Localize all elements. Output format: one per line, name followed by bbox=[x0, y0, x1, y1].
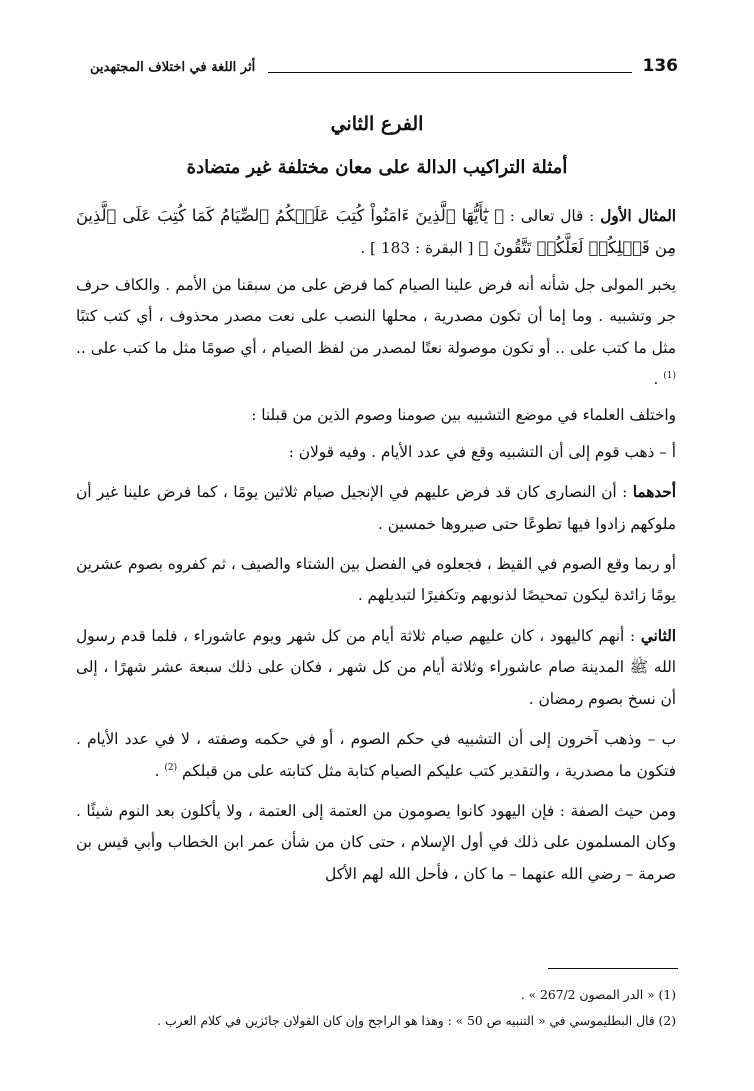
footnotes bbox=[76, 982, 676, 1034]
paragraph-end: . bbox=[154, 761, 165, 780]
footnote-1: (1) « الدر المصون 267/2 » . bbox=[520, 988, 676, 1002]
footnote-rule bbox=[548, 968, 678, 969]
paragraph-lead: المثال الأول bbox=[600, 207, 676, 225]
paragraph-text: أ – ذهب قوم إلى أن التشبيه وقع في عدد الأيام . وفيه قولان : bbox=[288, 442, 676, 461]
paragraph-explanation bbox=[76, 270, 676, 396]
paragraph-lead: الثاني bbox=[640, 626, 676, 645]
paragraph-text: أو ربما وقع الصوم في القيظ ، فجعلوه في الفصل بين الشتاء والصيف ، ثم كفروه بصوم عشرين يومًا زائدة ليكون تمحيصًا لذنوبهم وتكفيرًا لتبديلهم . bbox=[76, 555, 676, 605]
paragraph-end: . bbox=[653, 370, 664, 389]
paragraph-point-b bbox=[76, 724, 676, 787]
paragraph-text: ومن حيث الصفة : فإن اليهود كانوا يصومون من العتمة إلى العتمة ، ولا يأكلون بعد النوم شيئًا . وكان المسلمون على ذلك في أول الإسلام ، حتى كان من شأن عمر ابن الخطاب وأبي قيس بن صرمة – رضي الله عنهما – ما كان ، فأحل الله لهم الأكل bbox=[76, 801, 676, 883]
section-title: الفرع الثاني bbox=[330, 113, 424, 135]
running-title: أثر اللغة في اختلاف المجتهدين bbox=[90, 60, 256, 75]
header-rule bbox=[268, 72, 632, 73]
paragraph-text: يخبر المولى جل شأنه أنه فرض علينا الصيام كما فرض على من سبقنا من الأمم . والكاف حرف جر وتشبيه . وما إما أن تكون مصدرية ، محلها النصب على نعت مصدر محذوف ، أي كتب كتبًا مثل ما كتب على .. أو تكون موصولة نعتًا لمصدر من لفظ الصيام ، أي صومًا مثل ما كتب على .. bbox=[76, 275, 676, 357]
body-text bbox=[76, 200, 676, 895]
paragraph-first-example bbox=[76, 200, 676, 265]
footnote-reference: (2) bbox=[164, 762, 178, 773]
paragraph-text: واختلف العلماء في موضع التشبيه بين صومنا وصوم الذين من قبلنا : bbox=[251, 406, 676, 425]
page-number: 136 bbox=[642, 56, 678, 76]
paragraph-description bbox=[76, 796, 676, 890]
paragraph-disagreement bbox=[76, 400, 676, 431]
page-header bbox=[90, 56, 678, 86]
paragraph-second-view bbox=[76, 621, 676, 715]
section-subtitle: أمثلة التراكيب الدالة على معان مختلفة غير متضادة bbox=[186, 157, 568, 178]
footnote-2: (2) قال البطليموسي في « التنبيه ص 50 » : وهذا هو الراجح وإن كان القولان جائزين في كلام العرب . bbox=[157, 1014, 676, 1028]
verse-citation: [ البقرة : 183 ] . bbox=[360, 239, 479, 258]
paragraph-summer bbox=[76, 549, 676, 612]
paragraph-text: : أنهم كاليهود ، كان عليهم صيام ثلاثة أيام من كل شهر ويوم عاشوراء ، فلما قدم رسول الله ﷺ المدينة صام عاشوراء وثلاثة أيام من كل شهر ، فكان على ذلك سبعة عشر شهرًا ، إلى أن نسخ بصوم رمضان . bbox=[76, 626, 676, 708]
paragraph-text: : قال تعالى : bbox=[503, 207, 601, 225]
footnote-reference: (1) bbox=[663, 370, 676, 381]
quran-verse: ﴿ يَٰٓأَيُّهَا ٱلَّذِينَ ءَامَنُواْ كُتِبَ عَلَيۡكُمُ ٱلصِّيَامُ كَمَا كُتِبَ عَلَى ٱلَّذِينَ مِن قَبۡلِكُمۡ لَعَلَّكُمۡ تَتَّقُونَ ﴾ bbox=[76, 206, 676, 258]
paragraph-first-view bbox=[76, 477, 676, 540]
paragraph-lead: أحدهما bbox=[632, 483, 676, 502]
paragraph-text: ب – وذهب آخرون إلى أن التشبيه في حكم الصوم ، أو في حكمه وصفته ، لا في عدد الأيام . فتكون ما مصدرية ، والتقدير كتب عليكم الصيام كتابة مثل كتابته على من قبلكم bbox=[76, 730, 676, 780]
paragraph-point-a bbox=[76, 437, 676, 468]
paragraph-text: : أن النصارى كان قد فرض عليهم في الإنجيل صيام ثلاثين يومًا ، كما فرض علينا غير أن ملوكهم زادوا فيها تطوعًا حتى صيروها خمسين . bbox=[76, 483, 676, 533]
